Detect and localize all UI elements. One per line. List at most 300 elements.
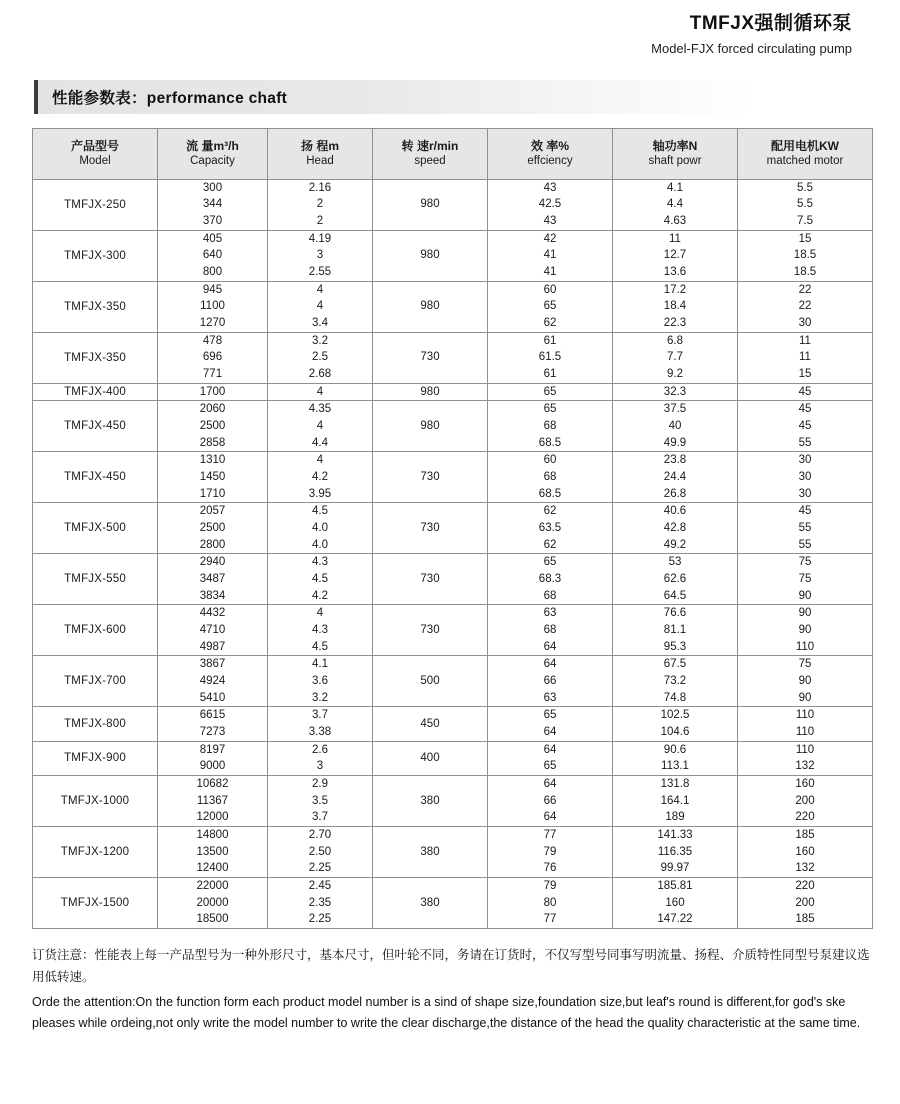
cell-capacity-value: 1270	[199, 316, 226, 329]
cell-shaft-power	[613, 554, 738, 605]
cell-efficiency-value: 41	[543, 249, 557, 262]
cell-capacity-value: 7273	[199, 726, 226, 739]
cell-shaft-power-value: 22.3	[663, 316, 687, 329]
order-notes	[32, 945, 877, 1034]
cell-matched-motor-value: 220	[795, 880, 815, 893]
cell-head-value: 2.68	[308, 367, 332, 380]
cell-efficiency	[488, 707, 613, 741]
cell-matched-motor	[738, 281, 873, 332]
cell-head-value: 3.6	[312, 675, 328, 688]
cell-shaft-power-value: 24.4	[663, 471, 687, 483]
cell-head-value: 3.2	[312, 691, 328, 704]
cell-head-value: 3	[316, 249, 324, 262]
cell-matched-motor-value: 45	[798, 385, 812, 398]
cell-speed	[373, 827, 488, 878]
cell-speed	[373, 707, 488, 741]
cell-capacity-value: 3487	[199, 573, 226, 586]
cell-head-value: 3.2	[312, 334, 328, 347]
cell-head-value: 2.16	[308, 181, 332, 194]
cell-capacity	[158, 605, 268, 656]
cell-head-value: 2.25	[308, 862, 332, 875]
cell-capacity-value: 945	[202, 283, 223, 296]
column-header-efficiency	[488, 128, 613, 179]
cell-matched-motor-value: 30	[798, 454, 812, 467]
cell-head-value: 4.2	[312, 589, 328, 602]
cell-efficiency-value: 64	[543, 726, 557, 739]
cell-shaft-power-value: 189	[665, 811, 685, 824]
cell-head-value: 2.5	[312, 351, 328, 364]
table-row	[33, 741, 873, 775]
cell-head-value: 3.38	[308, 726, 332, 739]
cell-matched-motor-value: 45	[798, 403, 812, 416]
table-row	[33, 605, 873, 656]
cell-matched-motor-value: 45	[798, 505, 812, 518]
cell-efficiency-value: 68	[543, 471, 557, 483]
column-header-head-en: Head	[306, 154, 334, 167]
cell-efficiency-value: 68	[543, 589, 557, 602]
column-header-efficiency-en: effciency	[527, 154, 573, 167]
cell-capacity-value: 12000	[196, 811, 229, 824]
cell-shaft-power	[613, 741, 738, 775]
cell-model: TMFJX-700	[33, 656, 158, 707]
cell-shaft-power-value: 40	[668, 419, 682, 432]
table-row	[33, 230, 873, 281]
cell-matched-motor-value: 22	[798, 283, 812, 296]
cell-speed-value: 980	[420, 249, 440, 262]
cell-capacity-value: 1700	[199, 385, 226, 398]
cell-speed-value: 980	[420, 419, 440, 432]
cell-matched-motor-value: 18.5	[793, 249, 817, 262]
cell-shaft-power	[613, 656, 738, 707]
cell-efficiency-value: 62	[543, 538, 557, 551]
cell-capacity-value: 3867	[199, 658, 226, 671]
cell-capacity	[158, 452, 268, 503]
cell-head	[268, 503, 373, 554]
column-header-speed	[373, 128, 488, 179]
cell-head	[268, 452, 373, 503]
cell-efficiency-value: 65	[543, 709, 557, 722]
cell-efficiency-value: 63.5	[538, 522, 562, 535]
cell-head-value: 4.3	[312, 624, 328, 637]
cell-matched-motor-value: 18.5	[793, 265, 817, 278]
cell-shaft-power-value: 67.5	[663, 658, 687, 671]
cell-head	[268, 776, 373, 827]
cell-efficiency	[488, 383, 613, 401]
cell-speed	[373, 656, 488, 707]
cell-matched-motor	[738, 707, 873, 741]
table-body	[33, 179, 873, 929]
cell-shaft-power-value: 37.5	[663, 403, 687, 416]
cell-shaft-power-value: 17.2	[663, 283, 687, 296]
cell-speed	[373, 605, 488, 656]
performance-table	[32, 128, 873, 930]
cell-shaft-power	[613, 332, 738, 383]
cell-shaft-power-value: 81.1	[663, 624, 687, 637]
cell-head-value: 4	[316, 607, 324, 620]
cell-matched-motor	[738, 503, 873, 554]
cell-matched-motor-value: 5.5	[797, 198, 813, 211]
cell-shaft-power-value: 13.6	[663, 265, 687, 278]
cell-shaft-power-value: 18.4	[663, 300, 687, 313]
cell-matched-motor-value: 220	[795, 811, 815, 824]
cell-capacity-value: 478	[202, 334, 223, 347]
column-header-matched-motor-cn: 配用电机KW	[771, 138, 839, 153]
cell-shaft-power-value: 4.4	[667, 198, 683, 211]
cell-shaft-power-value: 160	[665, 896, 685, 909]
cell-capacity	[158, 281, 268, 332]
cell-head-value: 3.7	[312, 709, 328, 722]
cell-speed	[373, 332, 488, 383]
cell-speed-value: 450	[420, 717, 440, 730]
table-row	[33, 878, 873, 929]
cell-shaft-power-value: 4.63	[663, 214, 687, 227]
cell-shaft-power-value: 40.6	[663, 505, 687, 518]
cell-capacity-value: 771	[202, 367, 223, 380]
cell-model: TMFJX-500	[33, 503, 158, 554]
cell-shaft-power-value: 74.8	[663, 691, 687, 704]
cell-efficiency-value: 80	[543, 896, 557, 909]
column-header-model	[33, 128, 158, 179]
cell-head-value: 2.9	[312, 778, 328, 791]
column-header-capacity-en: Capacity	[190, 154, 235, 167]
cell-head-value: 2.25	[308, 913, 332, 926]
cell-shaft-power	[613, 605, 738, 656]
cell-head-value: 2.35	[308, 896, 332, 909]
cell-speed-value: 500	[420, 675, 440, 688]
cell-head	[268, 878, 373, 929]
cell-capacity-value: 11367	[196, 794, 229, 807]
cell-matched-motor	[738, 230, 873, 281]
cell-model: TMFJX-450	[33, 401, 158, 452]
cell-speed	[373, 503, 488, 554]
cell-matched-motor-value: 7.5	[797, 214, 813, 227]
cell-shaft-power-value: 73.2	[663, 675, 687, 688]
cell-efficiency-value: 62	[543, 316, 557, 329]
cell-head-value: 4	[316, 283, 324, 296]
cell-efficiency-value: 63	[543, 691, 557, 704]
cell-capacity-value: 1710	[199, 487, 226, 500]
cell-efficiency	[488, 554, 613, 605]
cell-speed	[373, 281, 488, 332]
cell-shaft-power	[613, 401, 738, 452]
cell-capacity	[158, 741, 268, 775]
cell-shaft-power-value: 113.1	[661, 760, 689, 773]
cell-capacity-value: 1450	[199, 471, 226, 483]
cell-speed	[373, 776, 488, 827]
table-row	[33, 383, 873, 401]
cell-matched-motor-value: 110	[795, 709, 815, 722]
cell-capacity-value: 370	[202, 214, 223, 227]
cell-matched-motor	[738, 554, 873, 605]
cell-matched-motor-value: 45	[798, 419, 812, 432]
order-note-en: Orde the attention:On the function form each product model number is a sind of shape size,foundation size,but leaf's round is different,for god's ske pleases while ordeing,not only write the model number to write the clear discharge,the distance of the head the quality characteristic at the same time.	[32, 994, 861, 1031]
cell-capacity-value: 2500	[199, 419, 226, 432]
cell-speed-value: 380	[420, 896, 440, 909]
cell-speed-value: 730	[420, 624, 440, 637]
cell-shaft-power-value: 7.7	[667, 351, 683, 364]
cell-efficiency-value: 64	[543, 658, 557, 671]
table-header	[33, 128, 873, 179]
cell-matched-motor-value: 185	[795, 829, 815, 842]
cell-efficiency	[488, 281, 613, 332]
cell-efficiency-value: 43	[543, 214, 557, 227]
cell-matched-motor-value: 185	[795, 913, 815, 926]
cell-matched-motor-value: 90	[798, 589, 812, 602]
cell-speed-value: 400	[420, 752, 440, 765]
cell-head	[268, 383, 373, 401]
cell-capacity-value: 4710	[199, 624, 226, 637]
table-row	[33, 656, 873, 707]
cell-matched-motor-value: 30	[798, 316, 812, 329]
cell-efficiency	[488, 605, 613, 656]
cell-head-value: 4.0	[312, 522, 328, 535]
cell-shaft-power	[613, 503, 738, 554]
cell-capacity-value: 10682	[196, 778, 229, 791]
cell-head-value: 2	[316, 198, 324, 211]
cell-capacity	[158, 554, 268, 605]
cell-shaft-power-value: 11	[669, 232, 681, 245]
cell-efficiency-value: 68	[543, 419, 557, 432]
cell-efficiency-value: 60	[543, 283, 557, 296]
cell-head	[268, 741, 373, 775]
cell-capacity	[158, 707, 268, 741]
cell-efficiency-value: 65	[543, 403, 557, 416]
cell-capacity-value: 4432	[199, 607, 226, 620]
cell-speed	[373, 452, 488, 503]
cell-efficiency-value: 41	[543, 265, 557, 278]
cell-speed-value: 730	[420, 351, 440, 364]
cell-head-value: 4.19	[308, 232, 332, 245]
cell-head-value: 4.0	[312, 538, 328, 551]
cell-matched-motor-value: 5.5	[797, 181, 813, 194]
cell-shaft-power-value: 104.6	[660, 726, 690, 739]
cell-efficiency	[488, 776, 613, 827]
cell-matched-motor-value: 200	[795, 794, 815, 807]
cell-capacity-value: 2858	[199, 436, 226, 449]
table-row	[33, 179, 873, 230]
cell-shaft-power-value: 99.97	[660, 862, 690, 875]
cell-efficiency	[488, 230, 613, 281]
page-title-en: Model-FJX forced circulating pump	[651, 40, 852, 56]
cell-shaft-power-value: 64.5	[663, 589, 687, 602]
cell-matched-motor-value: 55	[798, 538, 812, 551]
cell-efficiency-value: 65	[543, 760, 557, 773]
cell-model: TMFJX-450	[33, 452, 158, 503]
cell-head	[268, 827, 373, 878]
cell-speed-value: 980	[420, 198, 440, 211]
cell-efficiency-value: 66	[543, 675, 557, 688]
cell-shaft-power-value: 147.22	[657, 913, 693, 926]
cell-capacity-value: 4987	[199, 640, 226, 653]
cell-capacity-value: 405	[202, 232, 223, 245]
cell-shaft-power-value: 76.6	[663, 607, 687, 620]
cell-capacity-value: 18500	[196, 913, 229, 926]
cell-shaft-power-value: 131.8	[660, 778, 690, 791]
cell-shaft-power	[613, 827, 738, 878]
cell-shaft-power	[613, 179, 738, 230]
cell-head-value: 4.5	[312, 640, 328, 653]
cell-efficiency-value: 68.3	[538, 573, 562, 586]
column-header-capacity-cn: 流 量m³/h	[186, 138, 239, 153]
cell-matched-motor	[738, 452, 873, 503]
cell-matched-motor-value: 55	[798, 522, 812, 535]
cell-efficiency	[488, 179, 613, 230]
table-row	[33, 452, 873, 503]
cell-efficiency-value: 68.5	[538, 436, 562, 449]
cell-efficiency-value: 77	[543, 913, 557, 926]
cell-shaft-power-value: 49.2	[663, 538, 687, 551]
cell-shaft-power-value: 141.33	[657, 829, 693, 842]
cell-model: TMFJX-300	[33, 230, 158, 281]
column-header-shaft-power-cn: 轴功率N	[652, 138, 698, 153]
table-row	[33, 776, 873, 827]
cell-shaft-power	[613, 281, 738, 332]
cell-capacity-value: 2060	[199, 403, 226, 416]
cell-efficiency-value: 64	[543, 811, 557, 824]
cell-speed-value: 380	[420, 845, 440, 858]
cell-efficiency-value: 68.5	[538, 487, 562, 500]
column-header-shaft-power-en: shaft powr	[648, 154, 702, 167]
cell-head	[268, 401, 373, 452]
cell-shaft-power	[613, 707, 738, 741]
page-title-cn: TMFJX强制循环泵	[689, 13, 852, 34]
cell-efficiency-value: 42	[543, 232, 557, 245]
cell-matched-motor-value: 55	[798, 436, 812, 449]
cell-head	[268, 605, 373, 656]
cell-speed	[373, 878, 488, 929]
cell-model: TMFJX-1500	[33, 878, 158, 929]
column-header-speed-en: speed	[414, 154, 446, 167]
cell-capacity-value: 12400	[196, 862, 229, 875]
cell-model: TMFJX-800	[33, 707, 158, 741]
cell-matched-motor-value: 160	[795, 845, 815, 858]
cell-efficiency	[488, 452, 613, 503]
cell-shaft-power-value: 6.8	[667, 334, 683, 347]
table-header-row	[33, 128, 873, 179]
cell-shaft-power	[613, 230, 738, 281]
cell-efficiency-value: 60	[543, 454, 557, 467]
cell-efficiency	[488, 332, 613, 383]
cell-shaft-power-value: 95.3	[663, 640, 687, 653]
column-header-speed-cn: 转 速r/min	[401, 138, 459, 153]
cell-matched-motor-value: 160	[795, 778, 815, 791]
cell-shaft-power	[613, 452, 738, 503]
cell-matched-motor-value: 15	[798, 232, 812, 245]
cell-head-value: 4.3	[312, 556, 328, 569]
cell-efficiency-value: 77	[543, 829, 557, 842]
cell-head-value: 2.45	[308, 880, 332, 893]
cell-shaft-power-value: 102.5	[660, 709, 690, 722]
cell-head	[268, 707, 373, 741]
cell-capacity-value: 8197	[199, 743, 226, 756]
column-header-efficiency-cn: 效 率%	[530, 138, 569, 153]
cell-shaft-power-value: 62.6	[663, 573, 687, 586]
cell-head-value: 4.5	[312, 505, 328, 518]
section-title: 性能参数表：performance chaft	[52, 89, 288, 107]
cell-matched-motor	[738, 656, 873, 707]
cell-model: TMFJX-600	[33, 605, 158, 656]
cell-head-value: 4.5	[312, 573, 328, 586]
column-header-head-cn: 扬 程m	[300, 138, 339, 153]
cell-efficiency-value: 65	[543, 300, 557, 313]
cell-head-value: 2	[316, 214, 324, 227]
cell-head-value: 4.1	[312, 658, 328, 671]
cell-capacity	[158, 383, 268, 401]
cell-efficiency-value: 68	[543, 624, 557, 637]
cell-capacity-value: 344	[202, 198, 223, 211]
cell-capacity-value: 1310	[199, 454, 226, 467]
cell-shaft-power-value: 185.81	[657, 880, 693, 893]
cell-matched-motor-value: 15	[798, 367, 812, 380]
cell-matched-motor	[738, 401, 873, 452]
cell-matched-motor-value: 75	[798, 573, 812, 586]
cell-head	[268, 230, 373, 281]
cell-head	[268, 332, 373, 383]
table-row	[33, 401, 873, 452]
cell-model: TMFJX-400	[33, 383, 158, 401]
cell-matched-motor	[738, 383, 873, 401]
cell-capacity-value: 2500	[199, 522, 226, 535]
cell-capacity-value: 696	[202, 351, 223, 364]
cell-capacity-value: 22000	[196, 880, 229, 893]
document-header	[30, 0, 870, 64]
table-row	[33, 827, 873, 878]
cell-head-value: 4	[316, 300, 324, 313]
cell-matched-motor-value: 11	[799, 334, 811, 347]
cell-efficiency-value: 42.5	[538, 198, 562, 211]
cell-matched-motor-value: 30	[798, 487, 812, 500]
column-header-matched-motor	[738, 128, 873, 179]
cell-shaft-power-value: 42.8	[663, 522, 687, 535]
cell-head-value: 4	[316, 419, 324, 432]
cell-matched-motor-value: 75	[798, 658, 812, 671]
cell-head-value: 4	[316, 385, 324, 398]
cell-head-value: 3.95	[308, 487, 332, 500]
cell-head	[268, 281, 373, 332]
cell-efficiency-value: 64	[543, 640, 557, 653]
column-header-capacity	[158, 128, 268, 179]
cell-efficiency-value: 79	[543, 880, 557, 893]
cell-head	[268, 554, 373, 605]
cell-matched-motor-value: 90	[798, 624, 812, 637]
cell-matched-motor-value: 110	[795, 640, 815, 653]
cell-matched-motor	[738, 741, 873, 775]
cell-model: TMFJX-350	[33, 332, 158, 383]
table-row	[33, 281, 873, 332]
table-row	[33, 503, 873, 554]
cell-efficiency	[488, 741, 613, 775]
cell-capacity-value: 20000	[196, 896, 229, 909]
column-header-model-en: Model	[79, 154, 111, 167]
cell-shaft-power-value: 32.3	[663, 385, 687, 398]
cell-head-value: 3.4	[312, 316, 328, 329]
cell-capacity-value: 2940	[199, 556, 226, 569]
cell-capacity-value: 4924	[199, 675, 226, 688]
cell-efficiency-value: 61.5	[538, 351, 562, 364]
cell-speed	[373, 383, 488, 401]
cell-head-value: 4	[316, 454, 324, 467]
column-header-matched-motor-en: matched motor	[766, 154, 844, 167]
cell-capacity	[158, 332, 268, 383]
cell-efficiency-value: 79	[543, 845, 557, 858]
cell-shaft-power-value: 9.2	[667, 367, 683, 380]
cell-matched-motor-value: 30	[798, 471, 812, 483]
cell-speed	[373, 179, 488, 230]
cell-head	[268, 656, 373, 707]
cell-efficiency-value: 64	[543, 743, 557, 756]
cell-capacity-value: 13500	[196, 845, 229, 858]
cell-head-value: 4.2	[312, 471, 328, 483]
